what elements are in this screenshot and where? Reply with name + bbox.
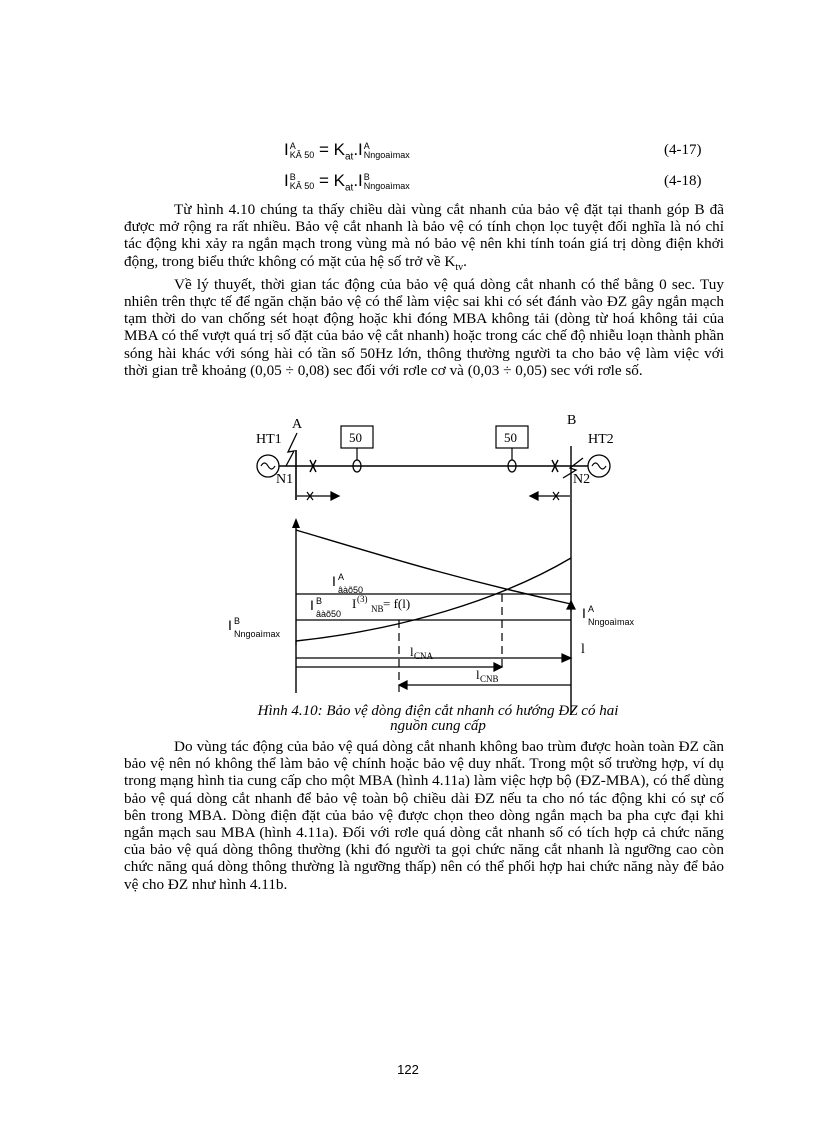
paragraph-3: Do vùng tác động của bảo vệ quá dòng cắt nhanh không bao trùm được hoàn toàn ĐZ cần bảo vệ nên nó không thể làm bảo vệ chính hoặc bảo vệ duy nhất. Trong một số trường hợp, ví dụ trong mạng hình tia cung cấp cho một MBA (hình 4.11a) làm việc hợp bộ (ĐZ-MBA), có thể dùng bảo vệ quá dòng cắt nhanh để bảo vệ toàn bộ chiều dài ĐZ nếu ta cho nó tác động khi có sự cố bên trong MBA. Dòng điện đặt của bảo vệ được chọn theo dòng ngắn mạch ba pha cực đại khi ngắn mạch sau MBA (hình 4.11a). Đối với rơle quá dòng cắt nhanh số có tích hợp cả chức năng của bảo vệ quá dòng thông thường (khi đó người ta gọi chức năng cắt nhanh là ngưỡng cao còn chức năng quá dòng thông thường là ngưỡng thấp) nên có thể phối hợp hai chức năng này để bảo vệ cho ĐZ như hình 4.11b. bbox=[124, 738, 724, 893]
label-inmax-a-sub: Nngoaìmax bbox=[588, 617, 635, 627]
relay-a-label: 50 bbox=[349, 430, 362, 445]
curve-label-tail: = f(l) bbox=[383, 596, 411, 611]
label-ikd-a: I bbox=[332, 573, 336, 589]
generator-ht2-icon bbox=[588, 455, 610, 477]
label-inmax-b-sub: Nngoaìmax bbox=[234, 629, 281, 639]
relay-b-label: 50 bbox=[504, 430, 517, 445]
label-bus-a: A bbox=[292, 417, 303, 432]
label-n2: N2 bbox=[573, 472, 591, 487]
label-ikd-b: I bbox=[310, 597, 314, 613]
body-text-bottom bbox=[124, 738, 724, 893]
curve-label: I bbox=[352, 596, 357, 611]
label-inmax-b-sup: B bbox=[234, 616, 241, 626]
curve-label-sup: (3) bbox=[357, 594, 368, 604]
label-l-cnb: l bbox=[476, 667, 480, 682]
curve-label-sub: NB bbox=[371, 604, 384, 614]
equation-number: (4-17) bbox=[664, 142, 702, 158]
label-ikd-b-sub: âàõ50 bbox=[316, 609, 342, 619]
page-number: 122 bbox=[397, 1062, 419, 1077]
label-ht1: HT1 bbox=[256, 432, 282, 447]
equation-number: (4-18) bbox=[664, 173, 702, 189]
label-ikd-a-sub: âàõ50 bbox=[338, 585, 364, 595]
label-ikd-b-sup: B bbox=[316, 596, 323, 606]
label-l-axis: l bbox=[581, 642, 585, 657]
label-inmax-a: I bbox=[582, 605, 586, 621]
equation-4-18: I B KÂ 50 = $K_{at}.I$ B Nngoaìmax bbox=[284, 171, 410, 194]
label-l-cna-sub: CNA bbox=[414, 651, 434, 661]
figure-caption: Hình 4.10: Bảo vệ dòng điện cắt nhanh có hướng ĐZ có hai nguồn cung cấp bbox=[257, 703, 619, 734]
label-bus-b: B bbox=[567, 413, 577, 428]
paragraph-1: Từ hình 4.10 chúng ta thấy chiều dài vùng cắt nhanh của bảo vệ đặt tại thanh góp B đã được mở rộng ra rất nhiều. Bảo vệ cắt nhanh là bảo vệ có tính chọn lọc tuyệt đối nghĩa là nó chỉ tác động khi xảy ra ngắn mạch trong vùng mà nó bảo vệ nên khi tính toán giá trị dòng điện khởi động, trong biểu thức không có mặt của hệ số trở về $K_{tv}$. bbox=[124, 201, 724, 273]
label-l-cnb-sub: CNB bbox=[480, 674, 499, 684]
label-ht2: HT2 bbox=[588, 432, 614, 447]
label-l-cna: l bbox=[410, 644, 414, 659]
direction-arrow-a-icon bbox=[297, 492, 339, 500]
label-inmax-a-sup: A bbox=[588, 604, 595, 614]
paragraph-2: Về lý thuyết, thời gian tác động của bảo vệ quá dòng cắt nhanh có thể bằng 0 sec. Tuy nhiên trên thực tế để ngăn chặn bảo vệ có thể làm việc sai khi có sét đánh vào ĐZ gây ngắn mạch tạm thời do van chống sét hoạt động hoặc khi đóng MBA không tải (dòng từ hoá không tải của MBA có thể vượt quá trị số đặt của bảo vệ cắt nhanh) hoặc trong các chế độ nhiễu loạn thành phần sóng hài khác với sóng hài có tần số 50Hz lớn, thông thường người ta cho bảo vệ làm việc với thời gian trễ khoảng (0,05 ÷ 0,08) sec đối với rơle cơ và (0,03 ÷ 0,05) sec với rơle số. bbox=[124, 275, 724, 379]
label-ikd-a-sup: A bbox=[338, 572, 345, 582]
direction-arrow-b-icon bbox=[530, 492, 570, 500]
label-inmax-b: I bbox=[228, 617, 232, 633]
label-n1: N1 bbox=[276, 472, 294, 487]
equation-4-17: I A KÂ 50 = $K_{at}.I$ A Nngoaìmax bbox=[284, 140, 410, 163]
